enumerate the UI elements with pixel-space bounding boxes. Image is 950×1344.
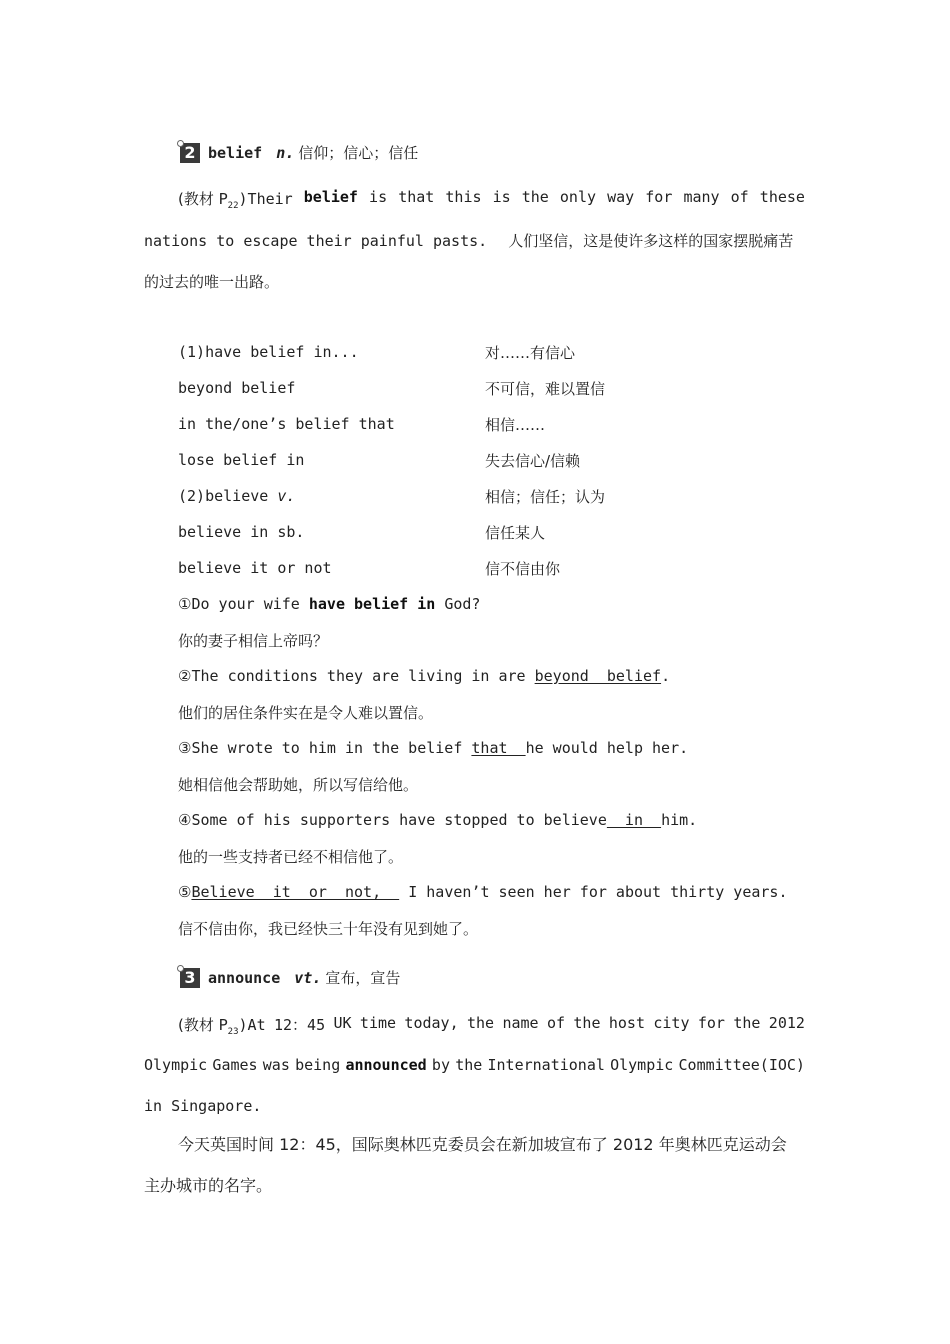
- word: city: [653, 1014, 690, 1032]
- phrase-en: believe in sb.: [178, 523, 305, 541]
- exercise-answer: that: [471, 739, 526, 757]
- exercise-sentence: ①Do your wife have belief in God?: [178, 595, 481, 613]
- word: for: [645, 188, 673, 206]
- headword: announce: [208, 968, 281, 987]
- headword: belief: [208, 143, 263, 162]
- word: UK: [333, 1014, 352, 1032]
- exercise-answer: Believe it or not,: [191, 883, 400, 901]
- word: by: [431, 1056, 450, 1074]
- phrase-cn: 相信；信任；认为: [485, 488, 606, 506]
- example-line-2: [144, 1056, 805, 1074]
- phrase-cn: 信不信由你: [485, 560, 561, 578]
- phrase-cn: 相信……: [485, 416, 546, 434]
- exercise-sentence: ③She wrote to him in the belief that he would help her.: [178, 739, 689, 757]
- word: only: [559, 188, 597, 206]
- word: today,: [404, 1014, 459, 1032]
- section-number-badge: 3: [180, 968, 200, 988]
- example-line-1: [178, 1014, 805, 1037]
- phrase-en: in the/one’s belief that: [178, 415, 395, 433]
- word: the: [455, 1056, 483, 1074]
- part-of-speech: vt.: [294, 968, 322, 987]
- example-line-1: [178, 188, 805, 211]
- word: these: [759, 188, 805, 206]
- exercise-sentence: ⑤Believe it or not, I haven’t seen her for about thirty years.: [178, 883, 788, 901]
- section-number-badge: 2: [180, 143, 200, 163]
- word: this: [445, 188, 482, 206]
- headword-meaning: 宣布，宣告: [325, 969, 401, 987]
- source-ref: (教材 $P_{22})Their$: [178, 190, 293, 211]
- exercise-translation: 你的妻子相信上帝吗？: [178, 632, 329, 650]
- example-line-2: [144, 230, 793, 251]
- phrase-cn: 对……有信心: [485, 344, 576, 362]
- word: Games: [212, 1056, 258, 1074]
- word: of: [546, 1014, 566, 1032]
- word: Olympic: [610, 1056, 674, 1074]
- word: time: [359, 1014, 397, 1032]
- word: for: [697, 1014, 725, 1032]
- word: 2012: [768, 1014, 805, 1032]
- example-text: nations to escape their painful pasts.: [144, 232, 488, 250]
- word: of: [730, 188, 749, 206]
- word: the: [733, 1014, 761, 1032]
- section-heading-belief: [180, 142, 418, 163]
- exercise-translation: 信不信由你，我已经快三十年没有见到她了。: [178, 920, 479, 938]
- part-of-speech: n.: [276, 143, 295, 162]
- phrase-cn: 失去信心/信赖: [485, 452, 581, 470]
- exercise-answer: beyond belief: [534, 667, 662, 685]
- exercise-sentence: ②The conditions they are living in are beyond belief.: [178, 667, 671, 685]
- word: host: [608, 1014, 645, 1032]
- phrase-en: (1)have belief in...: [178, 343, 359, 361]
- phrase-cn: 信任某人: [485, 524, 546, 542]
- exercise-answer: in: [606, 811, 662, 829]
- phrase-en: believe it or not: [178, 559, 332, 577]
- example-translation: 人们坚信，这是使许多这样的国家摆脱痛苦: [508, 232, 794, 250]
- phrase-en: beyond belief: [178, 379, 296, 397]
- word: Olympic: [144, 1056, 208, 1074]
- phrase-cn: 不可信，难以置信: [485, 380, 606, 398]
- exercise-translation: 她相信他会帮助她，所以写信给他。: [178, 776, 419, 794]
- example-line-3: in Singapore.: [144, 1097, 262, 1115]
- word: way: [607, 188, 635, 206]
- example-keyword: announced: [345, 1056, 427, 1074]
- word: the: [466, 1014, 495, 1032]
- word: the: [521, 188, 549, 206]
- phrase-en: lose belief in: [178, 451, 305, 469]
- headword-meaning: 信仰；信心；信任: [298, 144, 419, 162]
- example-keyword: belief: [303, 188, 358, 206]
- word: was: [262, 1056, 290, 1074]
- word: 12：45: [273, 1016, 326, 1034]
- word: being: [295, 1056, 341, 1074]
- word: name: [502, 1014, 539, 1032]
- source-ref: (教材 $P_{23})At$: [178, 1016, 266, 1037]
- exercise-translation: 他的一些支持者已经不相信他了。: [178, 848, 404, 866]
- exercise-translation: 他们的居住条件实在是令人难以置信。: [178, 704, 434, 722]
- example-translation-cont: 的过去的唯一出路。: [144, 273, 280, 291]
- section-heading-announce: [180, 967, 400, 988]
- word: is: [492, 188, 511, 206]
- exercise-answer: have belief in: [308, 595, 436, 613]
- phrase-en: (2)believe v.: [178, 487, 296, 505]
- word: is: [369, 188, 388, 206]
- word: International: [487, 1056, 605, 1074]
- word: many: [683, 188, 720, 206]
- word: that: [398, 188, 435, 206]
- example-translation-cont: 主办城市的名字。: [144, 1176, 273, 1195]
- word: Committee(IOC): [678, 1056, 805, 1074]
- exercise-sentence: ④Some of his supporters have stopped to believe in him.: [178, 811, 698, 829]
- word: the: [573, 1014, 601, 1032]
- example-translation: 今天英国时间 12：45，国际奥林匹克委员会在新加坡宣布了 2012 年奥林匹克运动会: [178, 1135, 787, 1154]
